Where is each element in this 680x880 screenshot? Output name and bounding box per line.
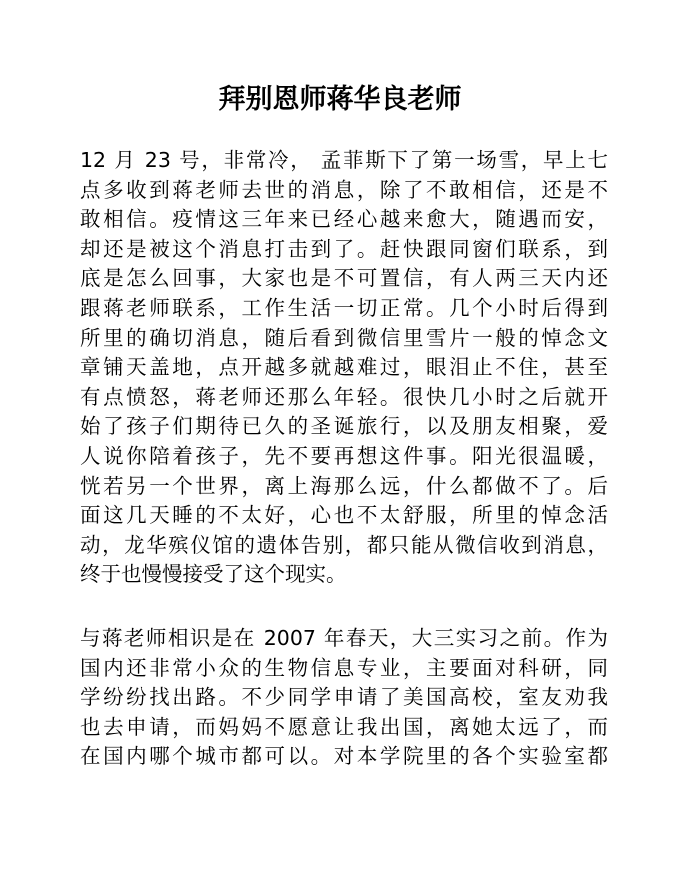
paragraph-line: 所里的确切消息，随后看到微信里雪片一般的悼念文	[80, 325, 608, 350]
paragraph-line: 跟蒋老师联系，工作生活一切正常。几个小时后得到	[80, 295, 608, 320]
paragraph-line: 始了孩子们期待已久的圣诞旅行，以及朋友相聚，爱	[80, 414, 608, 439]
paragraph-line: 终于也慢慢接受了这个现实。	[80, 562, 347, 587]
paragraph-line: 动，龙华殡仪馆的遗体告别，都只能从微信收到消息，	[80, 532, 608, 557]
paragraph-line: 人说你陪着孩子，先不要再想这件事。阳光很温暖，	[80, 443, 608, 468]
paragraph-line: 章铺天盖地，点开越多就越难过，眼泪止不住，甚至	[80, 355, 608, 380]
paragraph-line: 12 月 23 号，非常冷， 孟菲斯下了第一场雪，早上七	[80, 148, 608, 172]
paragraph-line: 在国内哪个城市都可以。对本学院里的各个实验室都	[80, 744, 608, 769]
page-title: 拜别恩师蒋华良老师	[218, 84, 462, 115]
paragraph-line: 也去申请，而妈妈不愿意让我出国，离她太远了，而	[80, 714, 608, 739]
paragraph-line: 底是怎么回事，大家也是不可置信，有人两三天内还	[80, 266, 608, 291]
paragraph-1	[80, 146, 608, 590]
paragraph-line: 学纷纷找出路。不少同学申请了美国高校，室友劝我	[80, 685, 608, 710]
paragraph-line: 却还是被这个消息打击到了。赶快跟同窗们联系，到	[80, 236, 608, 261]
paragraph-line: 有点愤怒，蒋老师还那么年轻。很快几小时之后就开	[80, 384, 608, 409]
paragraph-2	[80, 624, 608, 772]
paragraph-line: 恍若另一个世界，离上海那么远，什么都做不了。后	[80, 473, 608, 498]
paragraph-line: 敢相信。疫情这三年来已经心越来愈大，随遇而安，	[80, 207, 608, 232]
paragraph-line: 与蒋老师相识是在 2007 年春天，大三实习之前。作为	[80, 626, 608, 650]
paragraph-line: 面这几天睡的不太好，心也不太舒服，所里的悼念活	[80, 503, 608, 528]
paragraph-line: 点多收到蒋老师去世的消息，除了不敢相信，还是不	[80, 177, 608, 202]
paragraph-line: 国内还非常小众的生物信息专业，主要面对科研，同	[80, 655, 608, 680]
